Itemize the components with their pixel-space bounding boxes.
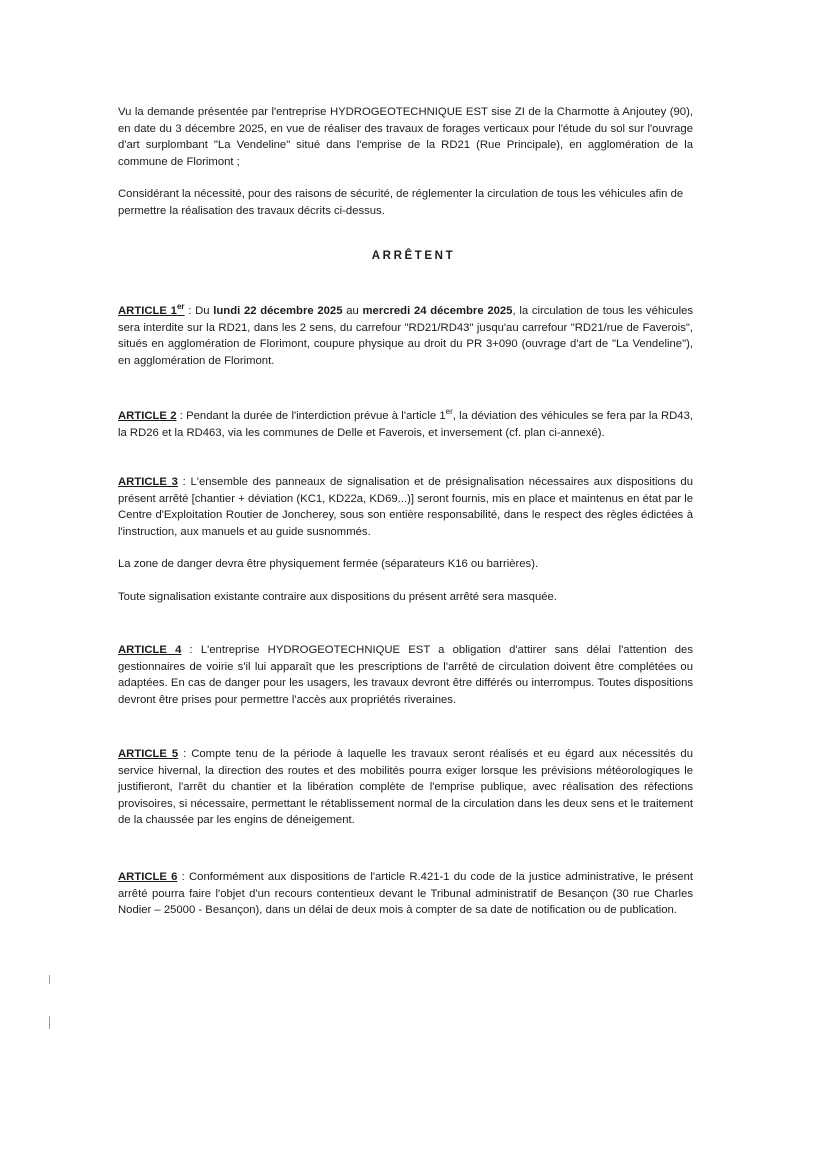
article-4-label: ARTICLE 4: [118, 644, 182, 656]
article-1: ARTICLE 1er : Du lundi 22 décembre 2025 au mercredi 24 décembre 2025, la circulation de tous les véhicules sera interdite sur la RD21, dans les 2 sens, du carrefour "RD21/RD43" jusqu'au carrefour "RD21/rue de Faverois", situés en agglomération de Florimont, coupure physique au droit du PR 3+090 (ouvrage d'art de "La Vendeline"), en agglomération de Florimont.: [118, 302, 694, 367]
article-4: ARTICLE 4 : L'entreprise HYDROGEOTECHNIQUE EST a obligation d'attirer sans délai l'attention des gestionnaires de voirie s'il lui apparaît que les prescriptions de l'arrêté de circulation doivent être complétées ou adaptées. En cas de danger pour les usagers, les travaux devront être différés ou interrompus. Toutes dispositions devront être prises pour permettre l'accès aux propriétés riveraines.: [118, 644, 693, 706]
paragraph-vu: Vu la demande présentée par l'entreprise HYDROGEOTECHNIQUE EST sise ZI de la Charmotte à Anjoutey (90), en date du 3 décembre 2025, en vue de réaliser des travaux de forages verticaux pour l'étude du sol sur l'ouvrage d'art surplombant "La Vendeline" situé dans l'emprise de la RD21 (Rue Principale), en agglomération de la commune de Florimont ;: [118, 106, 693, 168]
article-2: ARTICLE 2 : Pendant la durée de l'interdiction prévue à l'article 1er, la déviation des véhicules se fera par la RD43, la RD26 et la RD463, via les communes de Delle et Faverois, et inversement (cf. plan ci-annexé).: [118, 407, 693, 439]
article-6: ARTICLE 6 : Conformément aux dispositions de l'article R.421-1 du code de la justice administrative, le présent arrêté pourra faire l'objet d'un recours contentieux devant le Tribunal administratif de Besançon (30 rue Charles Nodier – 25000 - Besançon), dans un délai de deux mois à compter de sa date de notification ou de publication.: [118, 871, 693, 917]
scan-mark: [49, 1016, 50, 1029]
article-3-signalisation: Toute signalisation existante contraire aux dispositions du présent arrêté sera masquée.: [118, 591, 557, 603]
article-2-label: ARTICLE 2: [118, 410, 177, 422]
article-3-zone: La zone de danger devra être physiquement fermée (séparateurs K16 ou barrières).: [118, 558, 539, 570]
article-3: ARTICLE 3 : L'ensemble des panneaux de signalisation et de présignalisation nécessaires aux dispositions du présent arrêté [chantier + déviation (KC1, KD22a, KD69...)] seront fournis, mis en place et maintenus en état par le Centre d'Exploitation Routier de Joncherey, sous son entière responsabilité, dans le respect des règles édictées à l'instruction, aux manuels et au guide susnommés.: [118, 476, 693, 538]
article-5: ARTICLE 5 : Compte tenu de la période à laquelle les travaux seront réalisés et eu égard aux nécessités du service hivernal, la direction des routes et des mobilités pourra exiger lorsque les prévisions météorologiques le justifieront, l'arrêt du chantier et la libération complète de l'emprise publique, avec réalisation des réfections provisoires, si nécessaire, permettant le rétablissement normal de la circulation dans les deux sens et le traitement de la chaussée par les engins de déneigement.: [118, 748, 693, 827]
end-date: mercredi 24 décembre 2025: [362, 305, 513, 317]
article-6-label: ARTICLE 6: [118, 871, 178, 883]
paragraph-considerant: Considérant la nécessité, pour des raisons de sécurité, de réglementer la circulation de tous les véhicules afin de permettre la réalisation des travaux décrits ci-dessus.: [118, 188, 684, 217]
article-5-label: ARTICLE 5: [118, 748, 179, 760]
decision-title: ARRÊTENT: [371, 250, 456, 262]
article-3-label: ARTICLE 3: [118, 476, 178, 488]
article-1-label: ARTICLE 1er: [118, 302, 185, 317]
scan-mark: [49, 975, 50, 984]
start-date: lundi 22 décembre 2025: [213, 305, 343, 317]
